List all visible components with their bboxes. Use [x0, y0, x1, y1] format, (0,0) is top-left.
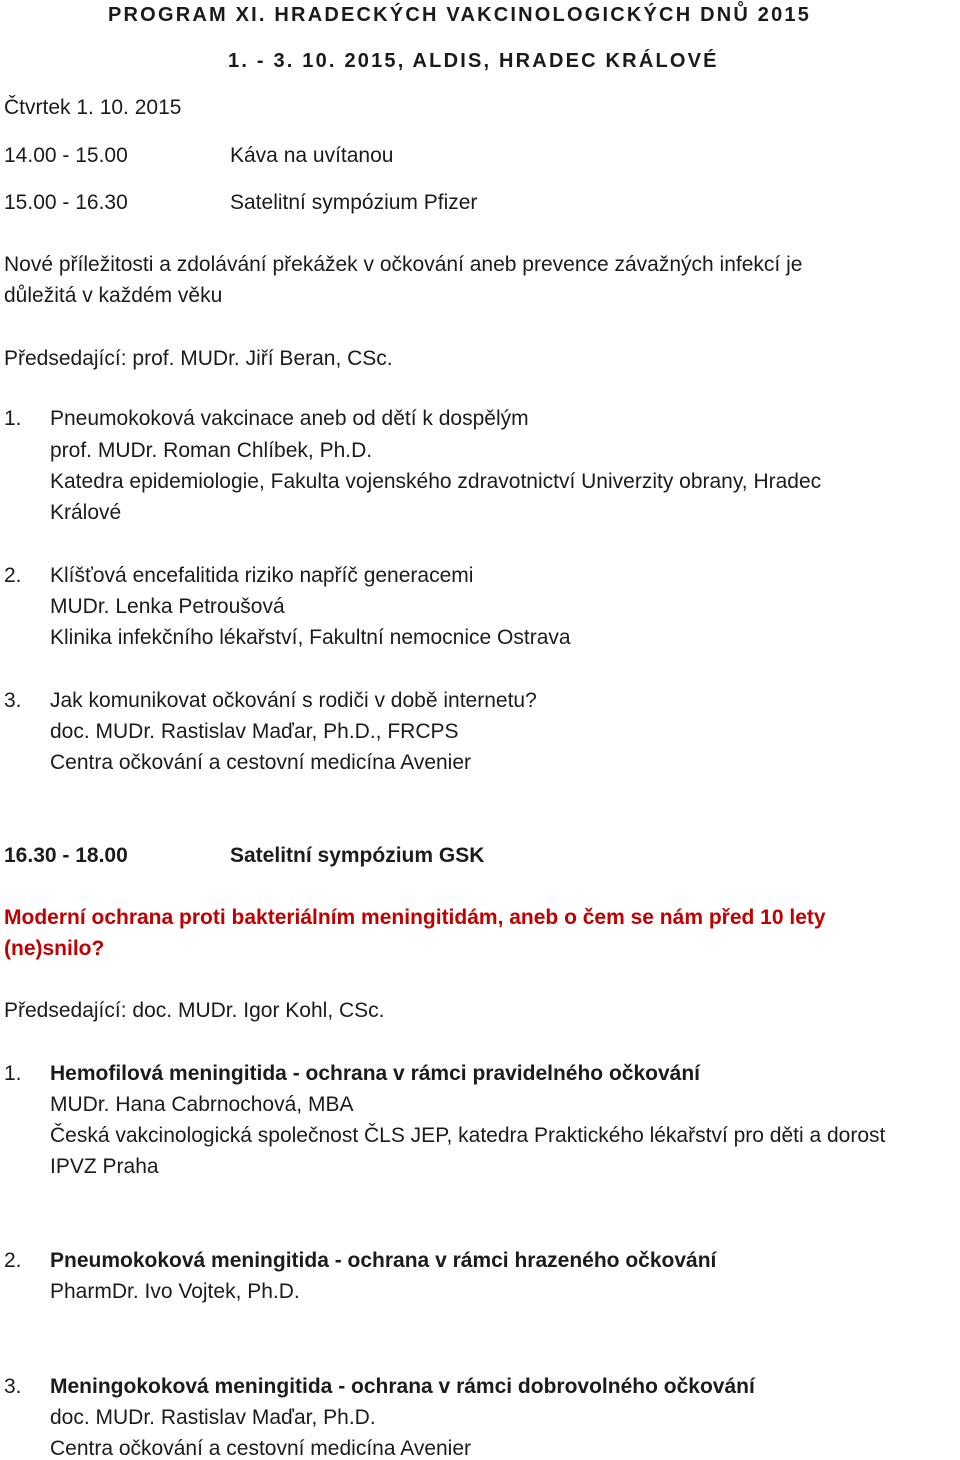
talk-speaker: PharmDr. Ivo Vojtek, Ph.D. — [50, 1280, 300, 1303]
chair-label: Předsedající: — [4, 347, 127, 370]
talk-speaker: prof. MUDr. Roman Chlíbek, Ph.D. — [50, 439, 373, 462]
talk-affiliation-line1: Česká vakcinologická společnost ČLS JEP, katedra Praktického lékařství pro děti a dorost — [50, 1124, 886, 1147]
talk-affiliation-line2: IPVZ Praha — [50, 1155, 159, 1178]
pfizer-time: 15.00 - 16.30 — [4, 191, 128, 214]
talk-speaker: doc. MUDr. Rastislav Maďar, Ph.D. — [50, 1406, 376, 1429]
chair-label: Předsedající: — [4, 999, 127, 1022]
speaker-title: MUDr. — [50, 595, 110, 618]
talk-number: 2. — [4, 564, 22, 587]
talk-affiliation: Klinika infekčního lékařství, Fakultní nemocnice Ostrava — [50, 626, 571, 649]
talk-affiliation: Centra očkování a cestovní medicína Avenier — [50, 751, 472, 774]
talk-speaker: doc. MUDr. Rastislav Maďar, Ph.D., FRCPS — [50, 720, 459, 743]
pfizer-subtitle-line1: Nové příležitosti a zdolávání překážek v očkování aneb prevence závažných infekcí je — [4, 253, 803, 276]
dates-venue: 1. - 3. 10. 2015, ALDIS, HRADEC KRÁLOVÉ — [228, 50, 719, 72]
talk-number: 1. — [4, 1062, 22, 1085]
speaker-name: Lenka Petroušová — [115, 595, 285, 618]
talk-number: 2. — [4, 1249, 22, 1272]
talk-number: 1. — [4, 407, 22, 430]
gsk-title: Satelitní sympózium GSK — [230, 844, 485, 867]
talk-title: Klíšťová encefalitida riziko napříč generacemi — [50, 564, 474, 587]
chair-name: doc. MUDr. Igor Kohl, CSc. — [132, 999, 385, 1022]
gsk-time: 16.30 - 18.00 — [4, 844, 128, 867]
coffee-time: 14.00 - 15.00 — [4, 144, 128, 167]
gsk-chair — [4, 1000, 385, 1021]
pfizer-subtitle-line2: důležitá v každém věku — [4, 284, 223, 307]
day-heading: Čtvrtek 1. 10. 2015 — [4, 96, 182, 119]
talk-title: Hemofilová meningitida - ochrana v rámci pravidelného očkování — [50, 1062, 701, 1085]
pfizer-title: Satelitní sympózium Pfizer — [230, 191, 478, 214]
talk-affiliation: Centra očkování a cestovní medicína Avenier — [50, 1437, 472, 1460]
program-title: PROGRAM XI. HRADECKÝCH VAKCINOLOGICKÝCH DNŮ 2015 — [108, 4, 812, 26]
chair-name: prof. MUDr. Jiří Beran, CSc. — [132, 347, 393, 370]
talk-title: Jak komunikovat očkování s rodiči v době internetu? — [50, 689, 537, 712]
talk-title: Meningokoková meningitida - ochrana v rámci dobrovolného očkování — [50, 1375, 755, 1398]
talk-affiliation-line2: Králové — [50, 501, 122, 524]
pfizer-chair — [4, 348, 393, 369]
talk-speaker — [50, 596, 285, 617]
talk-affiliation-line1: Katedra epidemiologie, Fakulta vojenského zdravotnictví Univerzity obrany, Hradec — [50, 470, 822, 493]
talk-number: 3. — [4, 1375, 22, 1398]
gsk-subtitle-line1: Moderní ochrana proti bakteriálním meningitidám, aneb o čem se nám před 10 lety — [4, 906, 826, 929]
talk-speaker: MUDr. Hana Cabrnochová, MBA — [50, 1093, 354, 1116]
talk-number: 3. — [4, 689, 22, 712]
talk-title: Pneumokoková meningitida - ochrana v rámci hrazeného očkování — [50, 1249, 717, 1272]
gsk-subtitle-line2: (ne)snilo? — [4, 937, 105, 960]
talk-title: Pneumokoková vakcinace aneb od dětí k dospělým — [50, 407, 529, 430]
coffee-label: Káva na uvítanou — [230, 144, 394, 167]
